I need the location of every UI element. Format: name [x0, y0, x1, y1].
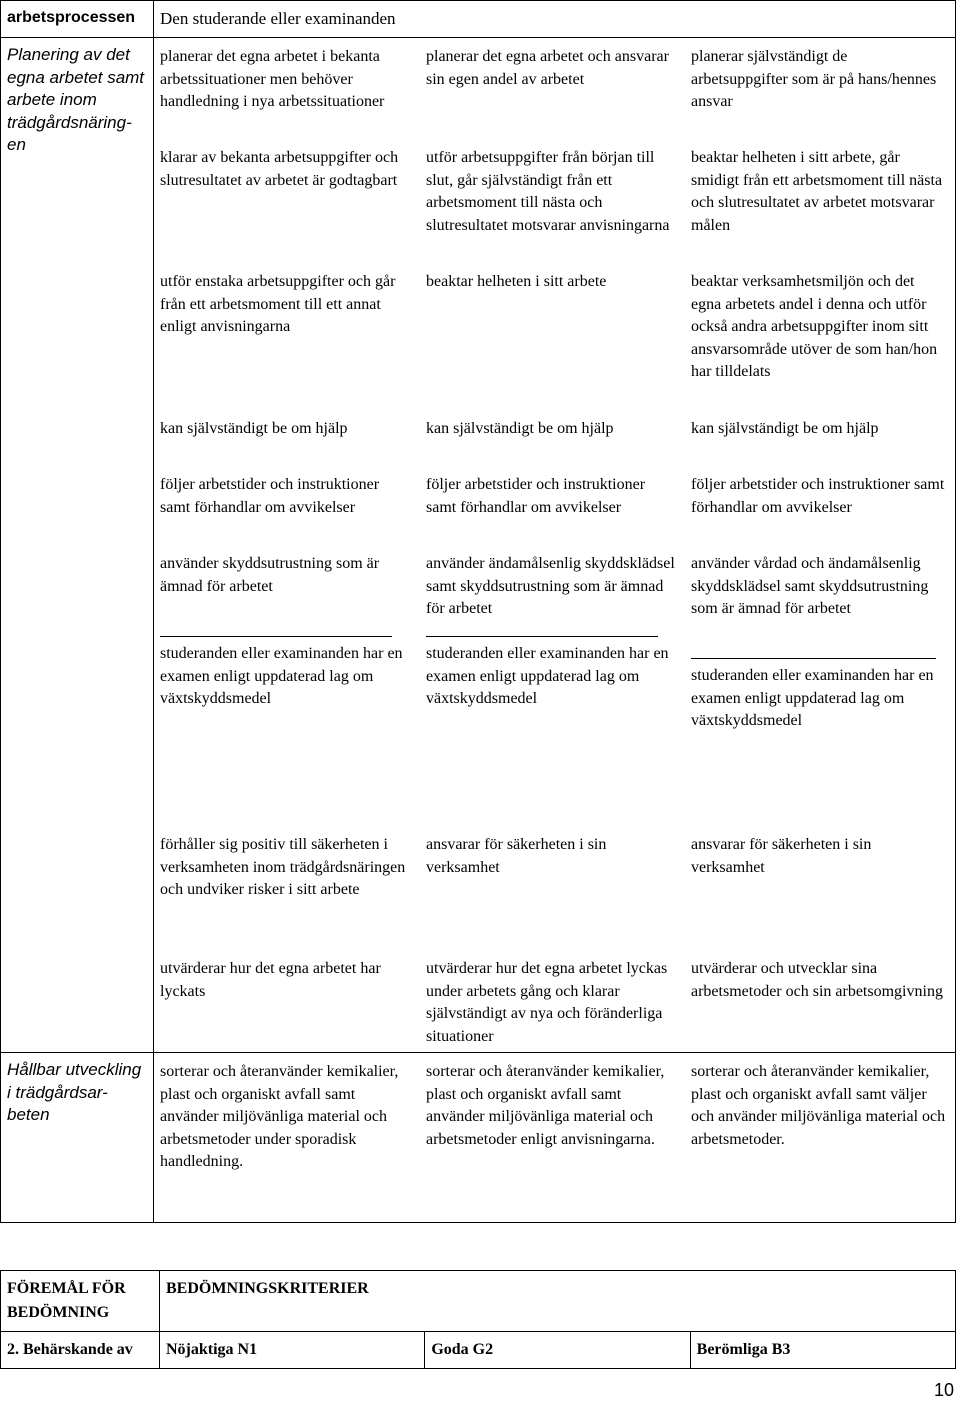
cell-b3-help: kan självständigt be om hjälp [691, 420, 879, 437]
label-planning: Planering av det egna arbetet samt arbete inom trädgårdsnäring-en [7, 45, 145, 154]
assessment-criteria-header: BEDÖMNINGSKRITERIER [160, 1271, 956, 1332]
cell-n1-sustainability: sorterar och återanvänder kemikalier, plast och organiskt avfall samt använder miljövänliga material och arbetsmetoder under sporadisk handledning. [160, 1063, 399, 1170]
cell-b3-worktime: följer arbetstider och instruktioner samt förhandlar om avvikelser [691, 476, 945, 516]
cell-b3-safety: ansvarar för säkerheten i sin verksamhet [691, 836, 872, 876]
page-number: 10 [933, 1380, 954, 1400]
cell-n1-result: klarar av bekanta arbetsuppgifter och slutresultatet av arbetet är godtagbart [160, 149, 399, 189]
cell-b3-pesticide: studeranden eller examinanden har en examen enligt uppdaterad lag om växtskyddsmedel [691, 667, 934, 729]
cell-g2-protection: använder ändamålsenlig skyddsklädsel samt skyddsutrustning som är ämnad för arbetet [426, 555, 675, 617]
cell-n1-tasks: utför enstaka arbetsuppgifter och går från ett arbetsmoment till ett annat enligt anvisningarna [160, 273, 396, 335]
cell-g2-evaluation: utvärderar hur det egna arbetet lyckas under arbetets gång och klarar självständigt av nya och föränderliga situationer [426, 960, 668, 1045]
cell-b3-planning: planerar självständigt de arbetsuppgifter som är på hans/hennes ansvar [691, 48, 937, 110]
cell-g2-result: utför arbetsuppgifter från början till slut, går självständigt från ett arbetsmoment till nästa och slutresultatet motsvarar anvisningarna [426, 149, 670, 234]
cell-n1-protection: använder skyddsutrustning som är ämnad för arbetet [160, 555, 380, 595]
cell-g2-tasks: beaktar helheten i sitt arbete [426, 273, 607, 290]
cell-b3-result: beaktar helheten i sitt arbete, går smidigt från ett arbetsmoment till nästa och slutresultatet av arbetet motsvarar målen [691, 149, 943, 234]
label-sustainability: Hållbar utveckling i trädgårdsar-beten [7, 1060, 142, 1124]
cell-n1-worktime: följer arbetstider och instruktioner samt förhandlar om avvikelser [160, 476, 380, 516]
header-student: Den studerande eller examinanden [160, 9, 396, 28]
cell-n1-evaluation: utvärderar hur det egna arbetet har lyckats [160, 960, 381, 1000]
separator-line [691, 658, 936, 659]
cell-b3-evaluation: utvärderar och utvecklar sina arbetsmetoder och sin arbetsomgivning [691, 960, 943, 1000]
cell-b3-tasks: beaktar verksamhetsmiljön och det egna arbetets andel i denna och utför också andra arbetsuppgifter inom sitt ansvarsområde utöver de som han/hon har tilldelats [691, 273, 938, 380]
grade-n1: Nöjaktiga N1 [160, 1332, 425, 1369]
cell-g2-sustainability: sorterar och återanvänder kemikalier, plast och organiskt avfall samt använder miljövänliga material och arbetsmetoder enligt anvisningarna. [426, 1063, 665, 1148]
header-work-process: arbetsprocessen [7, 9, 136, 26]
cell-g2-safety: ansvarar för säkerheten i sin verksamhet [426, 836, 607, 876]
sustainability-criteria-block [154, 1053, 955, 1221]
cell-g2-help: kan självständigt be om hjälp [426, 420, 614, 437]
separator-line [426, 636, 658, 637]
cell-b3-sustainability: sorterar och återanvänder kemikalier, plast och organiskt avfall samt väljer och använder miljövänliga material och arbetsmetoder. [691, 1063, 946, 1148]
grading-table [0, 1270, 956, 1369]
cell-g2-worktime: följer arbetstider och instruktioner samt förhandlar om avvikelser [426, 476, 646, 516]
cell-b3-protection: använder vårdad och ändamålsenlig skyddsklädsel samt skyddsutrustning som är ämnad för arbetet [691, 555, 929, 617]
separator-line [160, 636, 392, 637]
cell-n1-pesticide: studeranden eller examinanden har en examen enligt uppdaterad lag om växtskyddsmedel [160, 645, 403, 707]
grade-g2: Goda G2 [425, 1332, 690, 1369]
assessment-target-header: FÖREMÅL FÖR BEDÖMNING [1, 1271, 160, 1332]
planning-criteria-block [154, 38, 955, 1051]
cell-g2-pesticide: studeranden eller examinanden har en examen enligt uppdaterad lag om växtskyddsmedel [426, 645, 669, 707]
cell-n1-planning: planerar det egna arbetet i bekanta arbetssituationer men behöver handledning i nya arbetssituationer [160, 48, 385, 110]
cell-n1-help: kan självständigt be om hjälp [160, 420, 348, 437]
cell-n1-safety: förhåller sig positiv till säkerheten i verksamheten inom trädgårdsnäringen och undviker risker i sitt arbete [160, 836, 406, 898]
mastery-label: 2. Behärskande av [1, 1332, 160, 1369]
cell-g2-planning: planerar det egna arbetet och ansvarar sin egen andel av arbetet [426, 48, 669, 88]
grade-b3: Berömliga B3 [690, 1332, 955, 1369]
